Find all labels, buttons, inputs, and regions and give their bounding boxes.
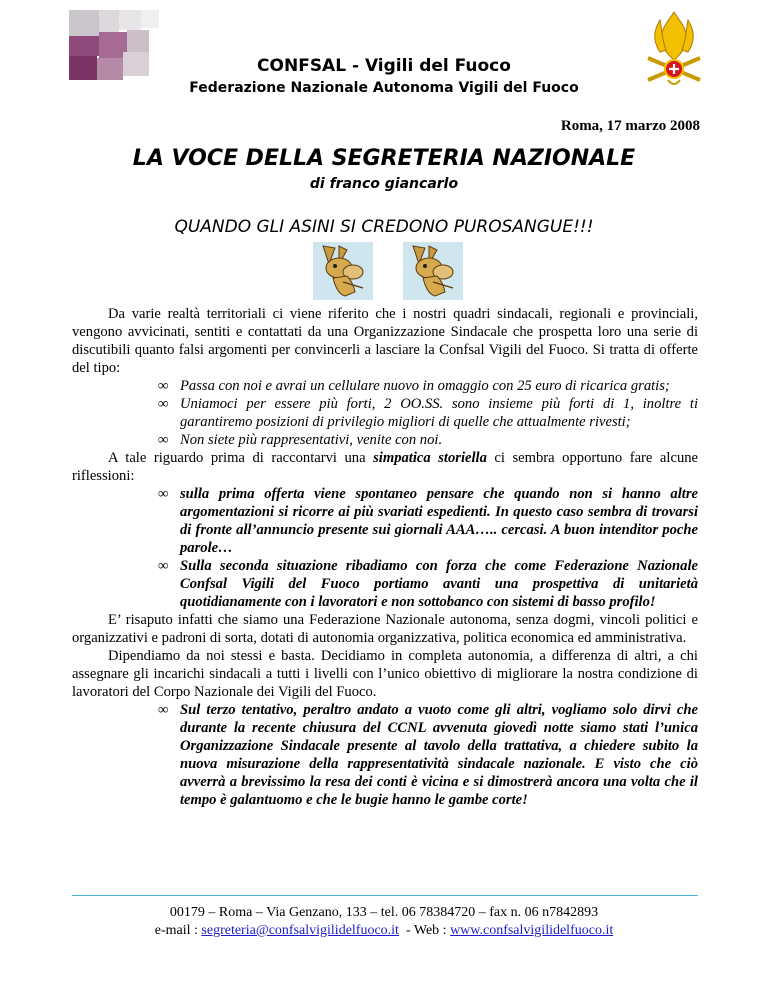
org-name: CONFSAL - Vigili del Fuoco [257, 56, 511, 76]
org-subtitle: Federazione Nazionale Autonoma Vigili del Fuoco [189, 80, 579, 96]
transition-paragraph [72, 449, 698, 485]
vigili-del-fuoco-emblem-icon [640, 10, 708, 92]
list-item [72, 377, 698, 395]
bullet-icon: ∞ [158, 378, 169, 394]
offer-item: Passa con noi e avrai un cellulare nuovo in omaggio con 25 euro di ricarica gratis; [180, 378, 670, 394]
bullet-icon: ∞ [158, 396, 169, 412]
paragraph-autonomy: E’ risaputo infatti che siamo una Federazione Nazionale autonoma, senza dogmi, vincoli politici e organizzativi e padroni di sorta, dotati di autonomia organizzativa, politica economica ed amministrativa. [72, 612, 698, 646]
bullet-icon: ∞ [158, 702, 169, 718]
transition-text: A tale riguardo prima di raccontarvi una [108, 450, 374, 466]
bullet-icon: ∞ [158, 432, 169, 448]
email-label: e-mail : [154, 923, 202, 938]
donkey-left-icon [313, 242, 373, 300]
footer-divider [72, 895, 698, 896]
main-title: LA VOCE DELLA SEGRETERIA NAZIONALE [132, 146, 636, 171]
offer-item: Uniamoci per essere più forti, 2 OO.SS. sono insieme più forti di 1, inoltre ti garantiremo posizioni di privilegio migliori di quelle che attualmente rivesti; [180, 396, 698, 430]
article-body [72, 305, 698, 809]
web-link[interactable]: www.confsalvigilidelfuoco.it [450, 923, 614, 938]
document-date: Roma, 17 marzo 2008 [560, 118, 700, 134]
web-label: - Web : [398, 923, 451, 938]
list-item [72, 395, 698, 431]
email-link[interactable]: segreteria@confsalvigilidelfuoco.it [201, 923, 399, 938]
footer-address: 00179 – Roma – Via Genzano, 133 – tel. 06 78384720 – fax n. 06 n7842893 [169, 905, 599, 920]
list-item [72, 557, 698, 611]
paragraph-independence: Dipendiamo da noi stessi e basta. Decidiamo in completa autonomia, a differenza di altri, a chi assegnare gli incarichi sindacali a tutti i livelli con l’unico obiettivo di migliorare la nostra condizione di lavoratori del Corpo Nazionale dei Vigili del Fuoco. [72, 648, 698, 700]
donkey-right-icon [403, 242, 463, 300]
list-item [72, 431, 698, 449]
bullet-icon: ∞ [158, 486, 169, 502]
article-headline: QUANDO GLI ASINI SI CREDONO PUROSANGUE!!! [174, 217, 594, 237]
list-item [72, 485, 698, 557]
intro-paragraph: Da varie realtà territoriali ci viene riferito che i nostri quadri sindacali, regionali e provinciali, vengono avvicinati, sentiti e contattati da una Organizzazione Sindacale che prospetta loro una serie di discutibili quanto falsi argomenti per convincerli a lasciare la Confsal Vigili del Fuoco. Si tratta di offerte del tipo: [72, 306, 698, 376]
offer-item: Non siete più rappresentativi, venite con noi. [180, 432, 443, 448]
reflection-item: sulla prima offerta viene spontaneo pensare che quando non si hanno altre argomentazioni si ricorre ai più svariati espedienti. In questo caso sembra di trovarsi di fronte all’annuncio presente sui giornali AAA….. cercasi. A buon intenditor poche parole… [180, 486, 698, 556]
list-item [72, 701, 698, 809]
bullet-icon: ∞ [158, 558, 169, 574]
reflection-item: Sul terzo tentativo, peraltro andato a vuoto come gli altri, vogliamo solo dirvi che durante la recente chiusura del CCNL avvenuta giovedì notte siamo stati l’unica Organizzazione Sindacale presente al tavolo della trattativa, a chiedere subito la nuova misurazione della rappresentatività sindacale nazionale. E visto che ciò avverrà a brevissimo la resa dei conti è vicina e si dimostrerà ancora una volta che il tempo è galantuomo e che le bugie hanno le gambe corte! [180, 702, 698, 808]
transition-emphasis: simpatica storiella [373, 450, 487, 466]
author-line: di franco giancarlo [309, 176, 459, 192]
reflection-item: Sulla seconda situazione ribadiamo con forza che come Federazione Nazionale Confsal Vigili del Fuoco portiamo avanti una prospettiva di unitarietà quotidianamente con i lavoratori e non sottobanco con sistemi di basso profilo! [180, 558, 698, 610]
footer-contacts [0, 923, 768, 939]
donkey-cartoon-icon [313, 242, 463, 300]
transition-text-end: ci sembra opportuno fare alcune riflessioni: [72, 450, 699, 484]
